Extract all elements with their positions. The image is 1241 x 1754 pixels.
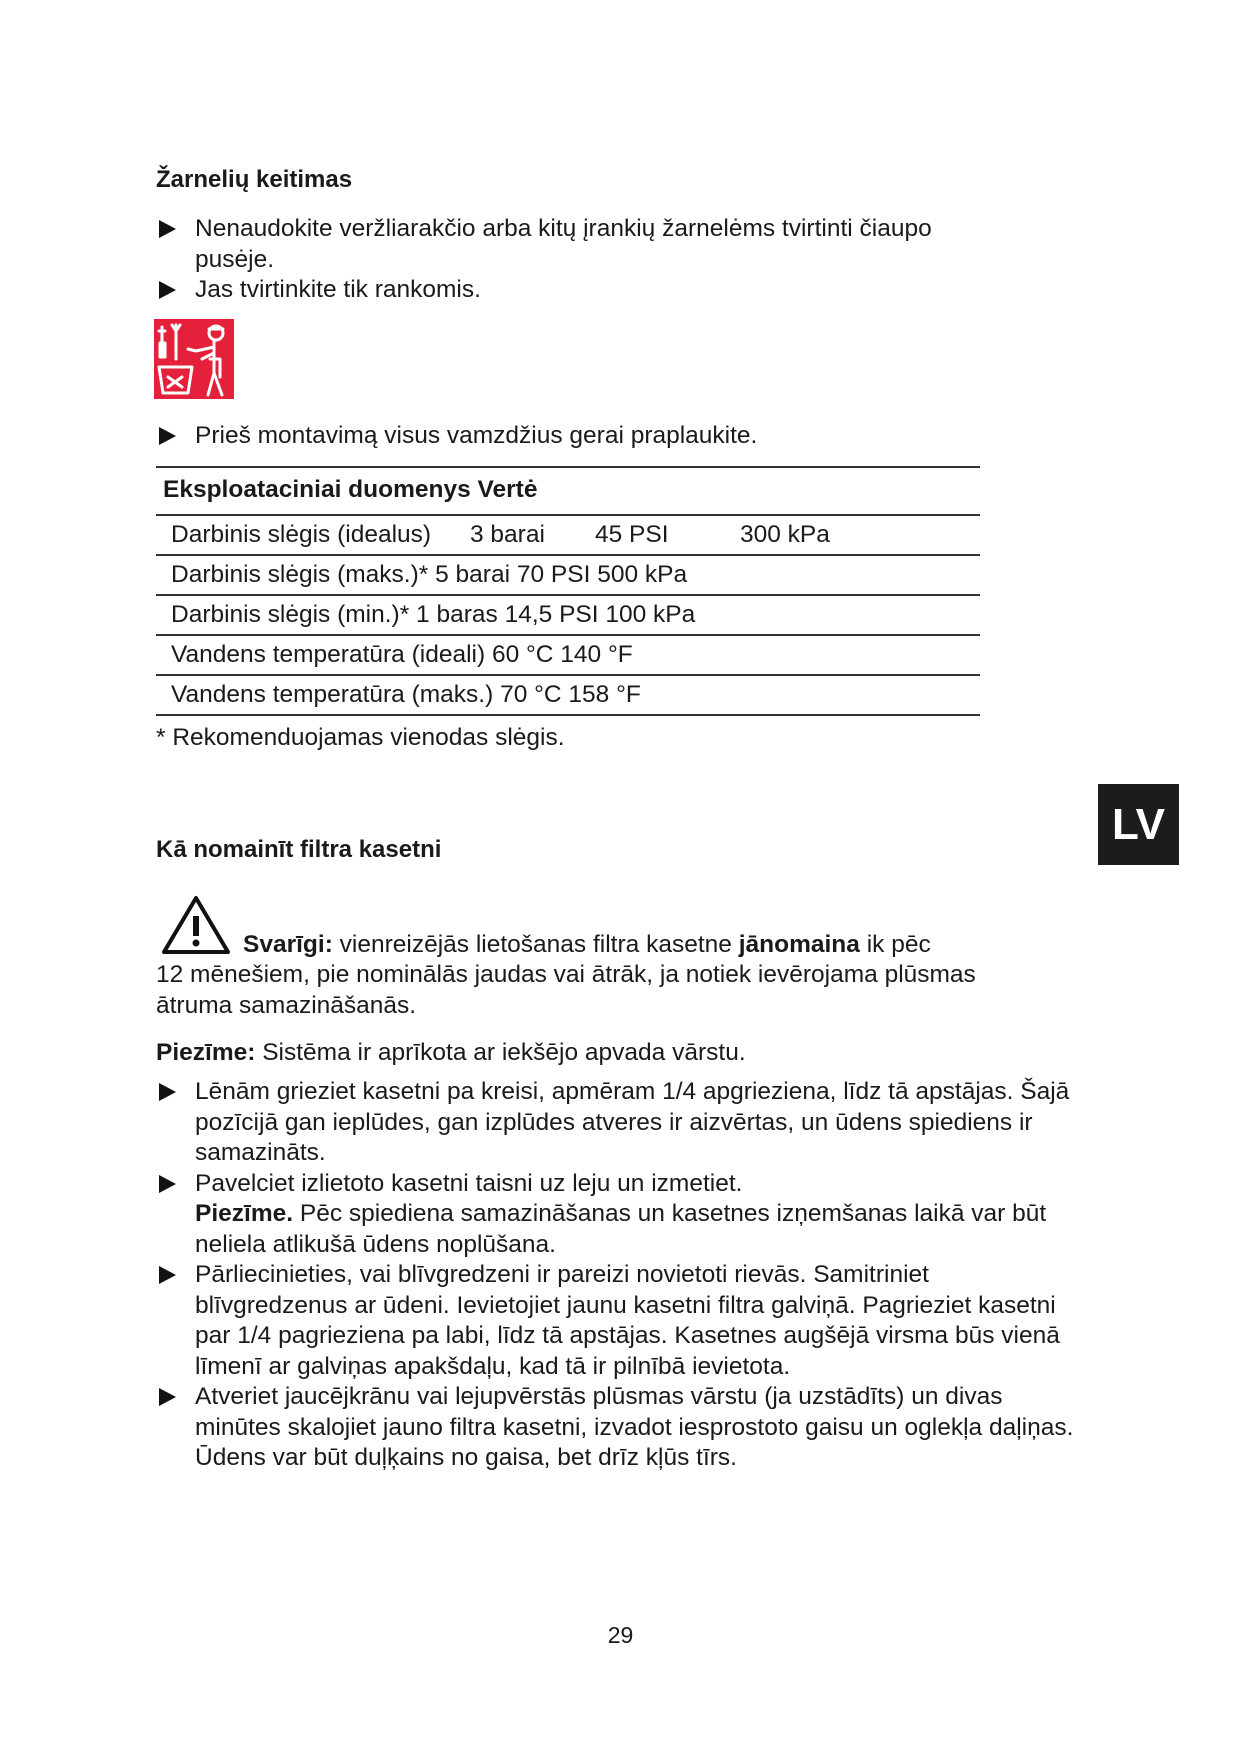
list-item: Prieš montavimą visus vamzdžius gerai praplaukite. <box>156 421 1016 452</box>
important-label: Svarīgi: <box>243 931 333 958</box>
table-row <box>156 595 980 635</box>
flush-instructions-list <box>156 421 1016 452</box>
important-notice-line <box>243 930 1043 961</box>
operating-data-table <box>156 466 980 716</box>
table-row <box>156 675 980 715</box>
list-item <box>156 1169 1076 1261</box>
table-footnote: * Rekomenduojamas vienodas slėgis. <box>156 724 565 751</box>
language-badge: LV <box>1098 784 1179 865</box>
note-label: Piezīme: <box>156 1039 256 1066</box>
note-label: Piezīme. <box>195 1200 294 1227</box>
table-cell: Darbinis slėgis (idealus) <box>156 515 470 555</box>
table-cell: Vandens temperatūra (maks.) 70 °C 158 °F <box>156 675 980 715</box>
table-cell: 45 PSI <box>595 515 740 555</box>
note-text: Pēc spiediena samazināšanas un kasetnes izņemšanas laikā var būt neliela atlikušā ūdens noplūšana. <box>195 1200 1047 1258</box>
important-text: ik pēc <box>859 931 931 958</box>
list-item: Nenaudokite veržliarakčio arba kitų įrankių žarnelėms tvirtinti čiaupo pusėje. <box>156 214 1016 275</box>
table-cell: 3 barai <box>470 515 595 555</box>
cartridge-steps-list <box>156 1077 1076 1474</box>
table-header: Eksploataciniai duomenys Vertė <box>156 467 980 515</box>
table-row <box>156 515 980 555</box>
page-number: 29 <box>607 1622 634 1648</box>
list-item: Jas tvirtinkite tik rankomis. <box>156 275 1016 306</box>
important-emphasis: jānomaina <box>738 931 860 958</box>
list-item: Lēnām grieziet kasetni pa kreisi, apmēram 1/4 apgrieziena, līdz tā apstājas. Šajā pozīcijā gan ieplūdes, gan izplūdes atveres ir aizvērtas, un ūdens spiediens ir samazināts. <box>156 1077 1076 1169</box>
warning-triangle-icon <box>160 894 232 956</box>
table-row <box>156 555 980 595</box>
bypass-note <box>156 1038 746 1069</box>
hose-instructions-list <box>156 214 1016 306</box>
section-title-hose-replacement: Žarnelių keitimas <box>156 166 353 193</box>
hand-tighten-no-tools-icon <box>154 319 234 399</box>
table-row <box>156 635 980 675</box>
list-item: Atveriet jaucējkrānu vai lejupvērstās plūsmas vārstu (ja uzstādīts) un divas minūtes skalojiet jauno filtra kasetni, izvadot iesprostoto gaisu un oglekļa daļiņas. Ūdens var būt duļķains no gaisa, bet drīz kļūs tīrs. <box>156 1382 1076 1474</box>
important-notice-continuation: 12 mēnešiem, pie nominālās jaudas vai ātrāk, ja notiek ievērojama plūsmas ātruma samazināšanās. <box>156 961 976 1019</box>
table-cell: Vandens temperatūra (ideali) 60 °C 140 °F <box>156 635 980 675</box>
table-cell: 300 kPa <box>740 515 980 555</box>
step-text: Pavelciet izlietoto kasetni taisni uz leju un izmetiet. <box>195 1169 743 1197</box>
important-text: vienreizējās lietošanas filtra kasetne <box>332 931 739 958</box>
note-text: Sistēma ir aprīkota ar iekšējo apvada vārstu. <box>255 1039 746 1066</box>
section-title-filter-replacement: Kā nomainīt filtra kasetni <box>156 836 442 863</box>
list-item: Pārliecinieties, vai blīvgredzeni ir pareizi novietoti rievās. Samitriniet blīvgredzenus ar ūdeni. Ievietojiet jaunu kasetni filtra galviņā. Pagrieziet kasetni par 1/4 pagrieziena pa labi, līdz tā apstājas. Kasetnes augšējā virsma būs vienā līmenī ar galviņas apakšdaļu, kad tā ir pilnībā ievietota. <box>156 1260 1076 1382</box>
table-cell: Darbinis slėgis (maks.)* 5 barai 70 PSI 500 kPa <box>156 555 980 595</box>
table-cell: Darbinis slėgis (min.)* 1 baras 14,5 PSI 100 kPa <box>156 595 980 635</box>
